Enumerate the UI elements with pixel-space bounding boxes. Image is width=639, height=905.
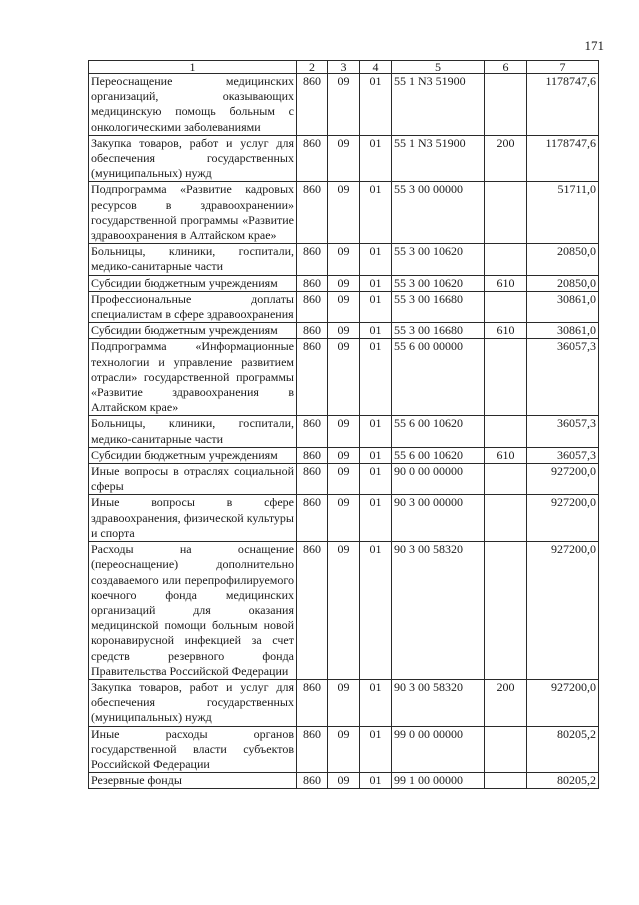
section-code-cell: 09	[328, 416, 360, 447]
expense-type-cell: 200	[485, 135, 527, 182]
ministry-code-cell: 860	[297, 244, 328, 275]
section-code-cell: 09	[328, 182, 360, 244]
row-name-cell: Резервные фонды	[89, 773, 297, 789]
expense-type-cell: 610	[485, 323, 527, 339]
page-number: 171	[584, 38, 604, 53]
expense-type-cell	[485, 244, 527, 275]
target-article-cell: 90 3 00 00000	[392, 495, 485, 542]
column-header: 5	[392, 61, 485, 74]
row-name-cell: Закупка товаров, работ и услуг для обеспечения государственных (муниципальных) нужд	[89, 679, 297, 726]
table-row	[89, 773, 599, 789]
ministry-code-cell: 860	[297, 773, 328, 789]
ministry-code-cell: 860	[297, 495, 328, 542]
section-code-cell: 09	[328, 679, 360, 726]
subsection-code-cell: 01	[360, 495, 392, 542]
target-article-cell: 55 6 00 00000	[392, 339, 485, 416]
row-name-cell: Иные расходы органов государственной власти субъектов Российской Федерации	[89, 726, 297, 773]
section-code-cell: 09	[328, 447, 360, 463]
target-article-cell: 55 3 00 10620	[392, 275, 485, 291]
budget-table	[88, 60, 599, 789]
expense-type-cell: 610	[485, 275, 527, 291]
section-code-cell: 09	[328, 495, 360, 542]
table-row	[89, 74, 599, 136]
section-code-cell: 09	[328, 726, 360, 773]
table-row	[89, 244, 599, 275]
amount-cell: 80205,2	[527, 773, 599, 789]
table-row	[89, 464, 599, 495]
amount-cell: 51711,0	[527, 182, 599, 244]
table-header-row	[89, 61, 599, 74]
amount-cell: 30861,0	[527, 323, 599, 339]
subsection-code-cell: 01	[360, 135, 392, 182]
expense-type-cell	[485, 495, 527, 542]
ministry-code-cell: 860	[297, 291, 328, 322]
subsection-code-cell: 01	[360, 323, 392, 339]
column-header: 1	[89, 61, 297, 74]
row-name-cell: Субсидии бюджетным учреждениям	[89, 323, 297, 339]
target-article-cell: 99 1 00 00000	[392, 773, 485, 789]
row-name-cell: Иные вопросы в сфере здравоохранения, физической культуры и спорта	[89, 495, 297, 542]
amount-cell: 20850,0	[527, 244, 599, 275]
target-article-cell: 55 6 00 10620	[392, 416, 485, 447]
amount-cell: 1178747,6	[527, 135, 599, 182]
table-row	[89, 542, 599, 680]
ministry-code-cell: 860	[297, 726, 328, 773]
subsection-code-cell: 01	[360, 726, 392, 773]
target-article-cell: 55 1 N3 51900	[392, 74, 485, 136]
expense-type-cell	[485, 74, 527, 136]
column-header: 4	[360, 61, 392, 74]
section-code-cell: 09	[328, 773, 360, 789]
ministry-code-cell: 860	[297, 447, 328, 463]
row-name-cell: Профессиональные доплаты специалистам в сфере здравоохранения	[89, 291, 297, 322]
target-article-cell: 90 3 00 58320	[392, 679, 485, 726]
ministry-code-cell: 860	[297, 339, 328, 416]
section-code-cell: 09	[328, 323, 360, 339]
target-article-cell: 90 0 00 00000	[392, 464, 485, 495]
amount-cell: 927200,0	[527, 495, 599, 542]
table-row	[89, 726, 599, 773]
subsection-code-cell: 01	[360, 542, 392, 680]
table-row	[89, 135, 599, 182]
target-article-cell: 90 3 00 58320	[392, 542, 485, 680]
ministry-code-cell: 860	[297, 679, 328, 726]
amount-cell: 80205,2	[527, 726, 599, 773]
expense-type-cell: 200	[485, 679, 527, 726]
expense-type-cell	[485, 542, 527, 680]
target-article-cell: 55 3 00 10620	[392, 244, 485, 275]
amount-cell: 20850,0	[527, 275, 599, 291]
section-code-cell: 09	[328, 135, 360, 182]
target-article-cell: 55 3 00 00000	[392, 182, 485, 244]
section-code-cell: 09	[328, 74, 360, 136]
table-row	[89, 495, 599, 542]
row-name-cell: Больницы, клиники, госпитали, медико-санитарные части	[89, 244, 297, 275]
subsection-code-cell: 01	[360, 464, 392, 495]
row-name-cell: Закупка товаров, работ и услуг для обеспечения государственных (муниципальных) нужд	[89, 135, 297, 182]
table-row	[89, 447, 599, 463]
row-name-cell: Переоснащение медицинских организаций, оказывающих медицинскую помощь больным с онкологическими заболеваниями	[89, 74, 297, 136]
amount-cell: 1178747,6	[527, 74, 599, 136]
table-row	[89, 339, 599, 416]
section-code-cell: 09	[328, 291, 360, 322]
column-header: 3	[328, 61, 360, 74]
row-name-cell: Больницы, клиники, госпитали, медико-санитарные части	[89, 416, 297, 447]
row-name-cell: Иные вопросы в отраслях социальной сферы	[89, 464, 297, 495]
ministry-code-cell: 860	[297, 275, 328, 291]
section-code-cell: 09	[328, 275, 360, 291]
amount-cell: 36057,3	[527, 447, 599, 463]
expense-type-cell	[485, 182, 527, 244]
amount-cell: 927200,0	[527, 542, 599, 680]
ministry-code-cell: 860	[297, 74, 328, 136]
amount-cell: 36057,3	[527, 339, 599, 416]
subsection-code-cell: 01	[360, 416, 392, 447]
subsection-code-cell: 01	[360, 275, 392, 291]
row-name-cell: Субсидии бюджетным учреждениям	[89, 275, 297, 291]
subsection-code-cell: 01	[360, 291, 392, 322]
row-name-cell: Подпрограмма «Информационные технологии и управление развитием отрасли» государственной программы «Развитие здравоохранения в Алтайском крае»	[89, 339, 297, 416]
column-header: 7	[527, 61, 599, 74]
amount-cell: 30861,0	[527, 291, 599, 322]
section-code-cell: 09	[328, 464, 360, 495]
ministry-code-cell: 860	[297, 464, 328, 495]
row-name-cell: Субсидии бюджетным учреждениям	[89, 447, 297, 463]
table-row	[89, 416, 599, 447]
ministry-code-cell: 860	[297, 182, 328, 244]
subsection-code-cell: 01	[360, 447, 392, 463]
ministry-code-cell: 860	[297, 542, 328, 680]
section-code-cell: 09	[328, 542, 360, 680]
expense-type-cell	[485, 339, 527, 416]
table-row	[89, 323, 599, 339]
table-row	[89, 291, 599, 322]
ministry-code-cell: 860	[297, 416, 328, 447]
target-article-cell: 55 3 00 16680	[392, 291, 485, 322]
subsection-code-cell: 01	[360, 244, 392, 275]
subsection-code-cell: 01	[360, 182, 392, 244]
subsection-code-cell: 01	[360, 679, 392, 726]
table-row	[89, 275, 599, 291]
subsection-code-cell: 01	[360, 773, 392, 789]
target-article-cell: 55 6 00 10620	[392, 447, 485, 463]
section-code-cell: 09	[328, 339, 360, 416]
subsection-code-cell: 01	[360, 339, 392, 416]
target-article-cell: 55 1 N3 51900	[392, 135, 485, 182]
subsection-code-cell: 01	[360, 74, 392, 136]
amount-cell: 36057,3	[527, 416, 599, 447]
ministry-code-cell: 860	[297, 323, 328, 339]
table-row	[89, 182, 599, 244]
expense-type-cell	[485, 416, 527, 447]
column-header: 2	[297, 61, 328, 74]
expense-type-cell	[485, 291, 527, 322]
amount-cell: 927200,0	[527, 679, 599, 726]
target-article-cell: 99 0 00 00000	[392, 726, 485, 773]
expense-type-cell: 610	[485, 447, 527, 463]
column-header: 6	[485, 61, 527, 74]
amount-cell: 927200,0	[527, 464, 599, 495]
expense-type-cell	[485, 464, 527, 495]
expense-type-cell	[485, 726, 527, 773]
section-code-cell: 09	[328, 244, 360, 275]
row-name-cell: Расходы на оснащение (переоснащение) дополнительно создаваемого или перепрофилируемого коечного фонда медицинских организаций для оказания медицинской помощи больным новой коронавирусной инфекцией за счет средств резервного фонда Правительства Российской Федерации	[89, 542, 297, 680]
table-row	[89, 679, 599, 726]
row-name-cell: Подпрограмма «Развитие кадровых ресурсов в здравоохранении» государственной программы «Развитие здравоохранения в Алтайском крае»	[89, 182, 297, 244]
ministry-code-cell: 860	[297, 135, 328, 182]
expense-type-cell	[485, 773, 527, 789]
target-article-cell: 55 3 00 16680	[392, 323, 485, 339]
